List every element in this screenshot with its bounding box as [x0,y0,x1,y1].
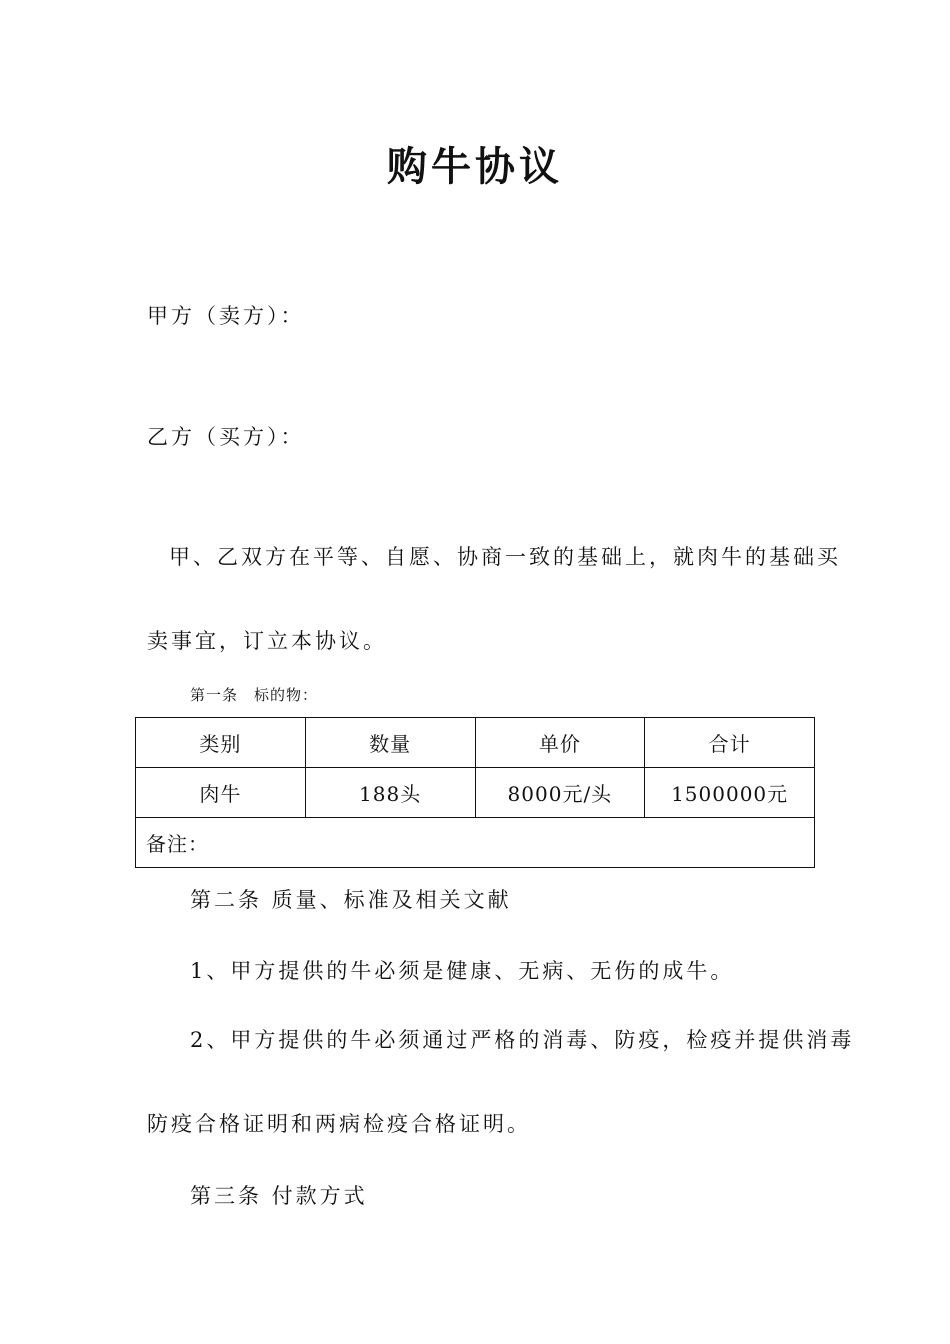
table-header-cell: 类别 [136,718,306,768]
table-header-row [136,718,815,768]
article1-heading: 第一条 标的物： [190,686,319,704]
article2-item2-line1: 2、甲方提供的牛必须通过严格的消毒、防疫，检疫并提供消毒 [190,1028,855,1052]
goods-table [135,717,815,868]
table-row [136,768,815,818]
article2-item1: 1、甲方提供的牛必须是健康、无病、无伤的成牛。 [190,959,735,983]
intro-paragraph-line1: 甲、乙双方在平等、自愿、协商一致的基础上，就肉牛的基础买 [169,545,841,569]
intro-paragraph-line2: 卖事宜，订立本协议。 [147,629,387,653]
document-title: 购牛协议 [387,143,563,190]
table-header-cell: 数量 [305,718,475,768]
article2-heading: 第二条 质量、标准及相关文献 [190,888,512,912]
table-cell: 肉牛 [136,768,306,818]
table-cell: 8000元/头 [475,768,645,818]
table-note-cell: 备注： [136,818,815,868]
article2-item2-line2: 防疫合格证明和两病检疫合格证明。 [147,1112,531,1136]
table-note-row [136,818,815,868]
table-cell: 188头 [305,768,475,818]
party-a-label: 甲方（卖方）： [147,304,305,328]
table-header-cell: 单价 [475,718,645,768]
article3-heading: 第三条 付款方式 [190,1184,368,1208]
party-b-label: 乙方（买方）： [147,425,305,449]
table-cell: 1500000元 [645,768,815,818]
table-header-cell: 合计 [645,718,815,768]
